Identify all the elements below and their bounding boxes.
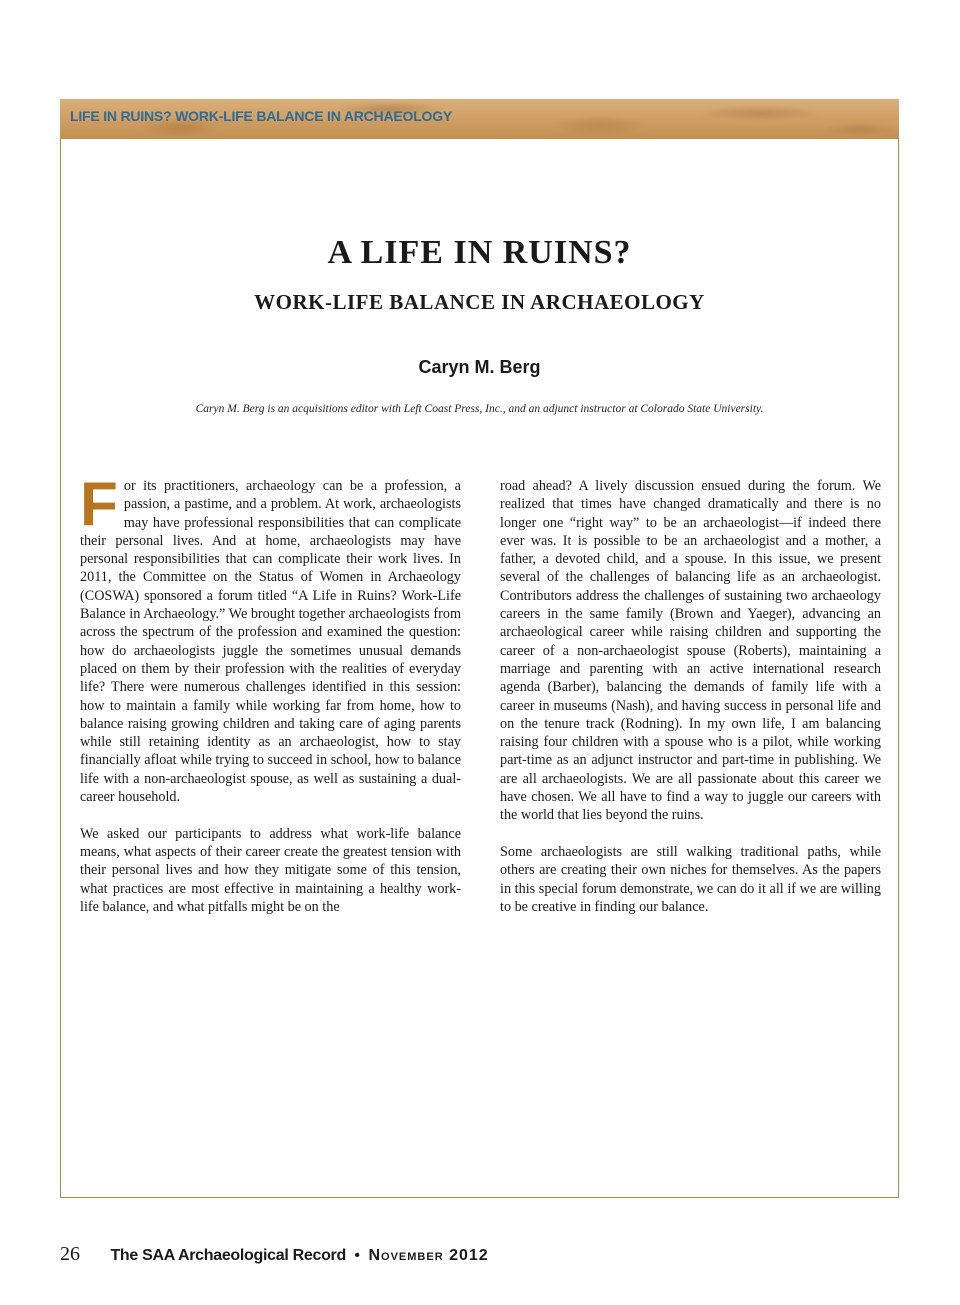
section-title: LIFE IN RUINS? WORK-LIFE BALANCE IN ARCHAEOLOGY: [70, 108, 453, 124]
section-banner: [60, 99, 899, 139]
page-footer: [60, 1243, 489, 1266]
article-title: A LIFE IN RUINS?: [327, 234, 632, 271]
page-number: 26: [60, 1243, 80, 1265]
body-paragraph: road ahead? A lively discussion ensued during the forum. We realized that times have changed dramatically and there is no longer one “right way” to be an archaeologist—if indeed there ever was. It is possible to be an archaeologist and a mother, a father, a devoted child, and a spouse. In this issue, we present several of the challenges of balancing life as an archaeologist. Contributors address the challenges of sustaining two archaeology careers in the same family (Brown and Yaeger), advancing an archaeological career while raising children and supporting the career of a non-archaeologist spouse (Roberts), maintaining a marriage and parenting with an active international research agenda (Barber), balancing the demands of family life with a career in museums (Nash), and having success in personal life and on the tenure track (Rodning). In my own life, I am balancing raising four children with a spouse who is a pilot, while working part-time as an adjunct instructor and part-time in publishing. We are all archaeologists. We are all passionate about this career we have chosen. We all have to find a way to juggle our careers with the world that lies beyond the ruins.: [500, 478, 881, 824]
right-column: [500, 477, 881, 934]
issue-date: November 2012: [368, 1247, 489, 1264]
body-paragraph: Some archaeologists are still walking traditional paths, while others are creating their own niches for themselves. As the papers in this special forum demonstrate, we can do it all if we are willing to be creative in finding our balance.: [500, 843, 881, 915]
paragraph-text: or its practitioners, archaeology can be a profession, a passion, a pastime, and a problem. At work, archaeologists may have professional responsibilities that can complicate their personal lives. And at home, archaeologists may have personal responsibilities that can complicate their work lives. In 2011, the Committee on the Status of Women in Archaeology (COSWA) sponsored a forum titled “A Life in Ruins? Work-Life Balance in Archaeology.” We brought together archaeologists from across the spectrum of the profession and examined the question: how do archaeologists juggle the sometimes unusual demands placed on them by their profession with the realities of everyday life? There were numerous challenges identified in this session: how to maintain a family while working far from home, how to balance raising growing children and taking care of aging parents while still retaining identity as an archaeologist, how to stay financially afloat while trying to succeed in school, how to balance life with a non-archaeologist spouse, as well as sustaining a dual-career household.: [80, 478, 461, 806]
article-subtitle: WORK-LIFE BALANCE IN ARCHAEOLOGY: [254, 290, 705, 314]
bullet-separator: •: [354, 1247, 361, 1264]
drop-cap: F: [80, 470, 118, 539]
author-bio: Caryn M. Berg is an acquisitions editor with Left Coast Press, Inc., and an adjunct instructor at Colorado State University.: [195, 403, 764, 415]
author-name: Caryn M. Berg: [418, 357, 541, 377]
left-column: [80, 470, 461, 934]
body-paragraph: We asked our participants to address what work-life balance means, what aspects of their career create the greatest tension with their personal lives and how they mitigate some of this tension, what practices are most effective in maintaining a healthy work-life balance, and what pitfalls might be on the: [80, 825, 461, 915]
journal-name: The SAA Archaeological Record: [110, 1247, 346, 1264]
body-paragraph: [80, 470, 461, 806]
